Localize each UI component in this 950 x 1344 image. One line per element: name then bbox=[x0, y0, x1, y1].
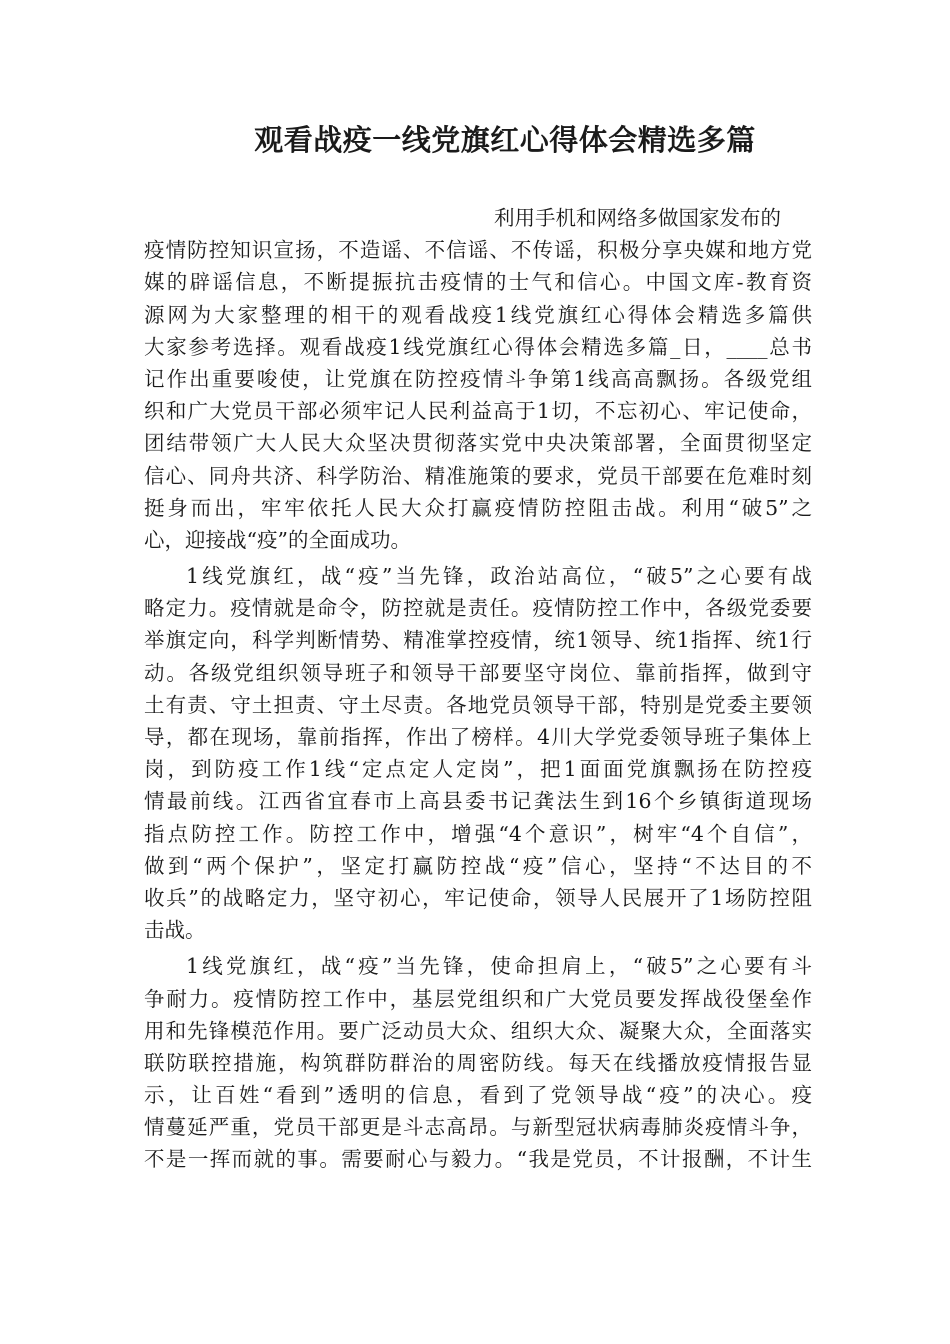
text-line: 信心、同舟共济、科学防治、精准施策的要求，党员干部要在危难时刻 bbox=[144, 463, 812, 488]
text-line: 做到“两个保护”，坚定打赢防控战“疫”信心，坚持“不达目的不 bbox=[144, 853, 812, 878]
document-body bbox=[144, 202, 812, 1176]
text-line: 心，迎接战“疫”的全面成功。 bbox=[144, 527, 411, 552]
text-line: 岗，到防疫工作1线“定点定人定岗”，把1面面党旗飘扬在防控疫 bbox=[144, 757, 812, 782]
text-line: 挺身而出，牢牢依托人民大众打赢疫情防控阻击战。利用“破5”之 bbox=[144, 495, 812, 520]
text-line: 不是一挥而就的事。需要耐心与毅力。“我是党员，不计报酬，不计生 bbox=[144, 1147, 812, 1172]
paragraph bbox=[144, 202, 812, 556]
text-line: 源网为大家整理的相干的观看战疫1线党旗红心得体会精选多篇供 bbox=[144, 302, 812, 327]
paragraph bbox=[144, 560, 812, 946]
text-line: 用和先锋模范作用。要广泛动员大众、组织大众、凝聚大众，全面落实 bbox=[144, 1018, 812, 1043]
text-line: 团结带领广大人民大众坚决贯彻落实党中央决策部署，全面贯彻坚定 bbox=[144, 431, 812, 456]
text-line: 媒的辟谣信息，不断提振抗击疫情的士气和信心。中国文库-教育资 bbox=[144, 270, 812, 295]
text-line: 疫情防控知识宣扬，不造谣、不信谣、不传谣，积极分享央媒和地方党 bbox=[144, 238, 812, 263]
text-line: 联防联控措施，构筑群防群治的周密防线。每天在线播放疫情报告显 bbox=[144, 1050, 812, 1075]
text-line: 举旗定向，科学判断情势、精准掌控疫情，统1领导、统1指挥、统1行 bbox=[144, 628, 812, 653]
text-line: 击战。 bbox=[144, 918, 206, 943]
paragraph bbox=[144, 950, 812, 1175]
text-line: 大家参考选择。观看战疫1线党旗红心得体会精选多篇_日，____总书 bbox=[144, 334, 812, 359]
text-line: 情最前线。江西省宜春市上高县委书记龚法生到16个乡镇街道现场 bbox=[144, 789, 812, 814]
text-line: 动。各级党组织领导班子和领导干部要坚守岗位、靠前指挥，做到守 bbox=[144, 660, 812, 685]
text-line: 土有责、守土担责、守土尽责。各地党员领导干部，特别是党委主要领 bbox=[144, 692, 812, 717]
document-title: 观看战疫一线党旗红心得体会精选多篇 bbox=[254, 123, 756, 157]
text-line: 导，都在现场，靠前指挥，作出了榜样。4川大学党委领导班子集体上 bbox=[144, 725, 812, 749]
text-line: 指点防控工作。防控工作中，增强“4个意识”，树牢“4个自信”， bbox=[144, 821, 812, 846]
text-line: 1线党旗红，战“疫”当先锋，使命担肩上，“破5”之心要有斗 bbox=[186, 954, 812, 979]
text-line: 示，让百姓“看到”透明的信息，看到了党领导战“疫”的决心。疫 bbox=[144, 1083, 812, 1108]
text-line: 1线党旗红，战“疫”当先锋，政治站高位，“破5”之心要有战 bbox=[186, 564, 812, 589]
text-line: 争耐力。疫情防控工作中，基层党组织和广大党员要发挥战役堡垒作 bbox=[144, 986, 812, 1011]
text-line: 略定力。疫情就是命令，防控就是责任。疫情防控工作中，各级党委要 bbox=[144, 596, 812, 621]
text-line: 情蔓延严重，党员干部更是斗志高昂。与新型冠状病毒肺炎疫情斗争， bbox=[144, 1115, 812, 1140]
text-line: 收兵”的战略定力，坚守初心，牢记使命，领导人民展开了1场防控阻 bbox=[144, 885, 812, 910]
text-line: 织和广大党员干部必须牢记人民利益高于1切，不忘初心、牢记使命， bbox=[144, 399, 812, 424]
text-line: 记作出重要唆使，让党旗在防控疫情斗争第1线高高飘扬。各级党组 bbox=[144, 366, 812, 391]
text-line: 利用手机和网络多做国家发布的 bbox=[494, 206, 781, 230]
